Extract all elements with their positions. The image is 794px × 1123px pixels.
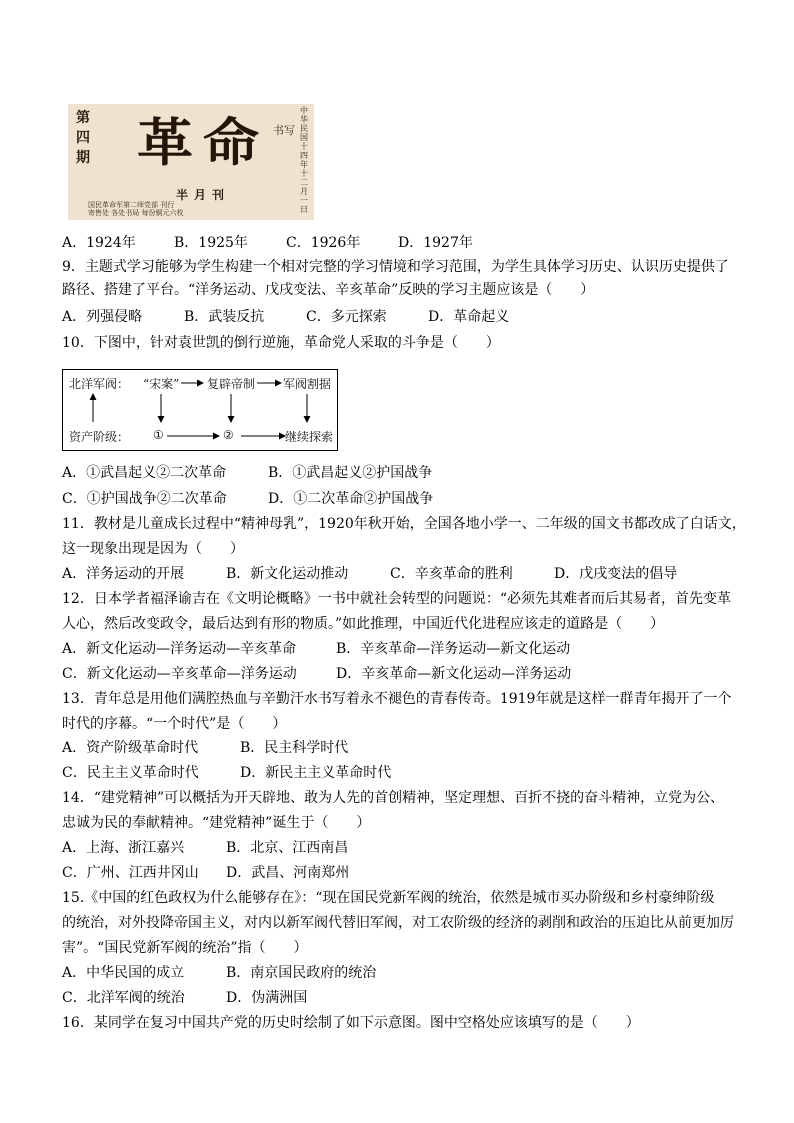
cover-publisher-line: 国民革命军第二师党部 刊行 — [88, 201, 175, 209]
q9-option-b[interactable]: B．武装反抗 — [184, 309, 265, 325]
q15-option-c[interactable]: C．北洋军阀的统治 — [62, 990, 185, 1006]
diagram-continue-explore: 继续探索 — [285, 430, 334, 444]
q10-option-b[interactable]: B．①武昌起义②护国战争 — [268, 465, 433, 481]
q10-flow-diagram — [62, 369, 338, 451]
q11-stem-line: 11．教材是儿童成长过程中“精神母乳”，1920年秋开始，全国各地小学一、二年级的国文书都改成了白话文， — [62, 516, 746, 532]
q10-option-a[interactable]: A．①武昌起义②二次革命 — [62, 465, 227, 481]
q11-stem-line: 这一现象出现是因为（ ） — [62, 541, 244, 557]
q11-option-b[interactable]: B．新文化运动推动 — [226, 566, 349, 582]
q9-option-c[interactable]: C．多元探索 — [306, 309, 387, 325]
q11-option-c[interactable]: C．辛亥革命的胜利 — [390, 566, 513, 582]
q10-option-d[interactable]: D．①二次革命②护国战争 — [268, 491, 434, 507]
q13-option-d[interactable]: D．新民主主义革命时代 — [240, 765, 392, 781]
q15-option-d[interactable]: D．伪满洲国 — [226, 990, 308, 1006]
q14-option-b[interactable]: B．北京、江西南昌 — [226, 840, 349, 856]
cover-title: 革命 — [137, 112, 269, 174]
q13-option-a[interactable]: A．资产阶级革命时代 — [62, 740, 199, 756]
q12-stem-line: 人心，然后改变政令，最后达到有形的物质。”如此推理，中国近代化进程应该走的道路是（ ） — [62, 616, 665, 632]
cover-signature: 书写 — [273, 124, 295, 137]
diagram-blank-1: ① — [153, 428, 164, 442]
q11-option-d[interactable]: D．戊戌变法的倡导 — [554, 566, 678, 582]
magazine-cover-image — [68, 104, 314, 220]
q9-stem-line: 9．主题式学习能够为学生构建一个相对完整的学习情境和学习范围，为学生具体学习历史、认识历史提供了 — [62, 259, 729, 275]
cover-issue-number: 第四期 — [76, 110, 90, 166]
q13-option-c[interactable]: C．民主主义革命时代 — [62, 765, 199, 781]
q12-option-d[interactable]: D．辛亥革命—新文化运动—洋务运动 — [336, 666, 572, 682]
q14-stem-line: 14．“建党精神”可以概括为开天辟地、敢为人先的首创精神，坚定理想、百折不挠的奋斗精神，立党为公、 — [62, 790, 725, 806]
q15-stem-line: 害”。“国民党新军阀的统治”指（ ） — [62, 940, 308, 956]
q9-option-a[interactable]: A．列强侵略 — [62, 309, 143, 325]
cover-publisher — [88, 201, 304, 217]
q13-stem-line: 时代的序幕。“一个时代”是（ ） — [62, 716, 287, 732]
q11-option-a[interactable]: A．洋务运动的开展 — [62, 566, 185, 582]
q15-stem-line: 的统治，对外投降帝国主义，对内以新军阀代替旧军阀，对工农阶级的经济的剥削和政治的压迫比从前更加厉 — [62, 915, 734, 931]
q16-stem: 16．某同学在复习中国共产党的历史时绘制了如下示意图。图中空格处应该填写的是（ ） — [62, 1015, 640, 1031]
q9-stem-line: 路径、搭建了平台。“洋务运动、戊戌变法、辛亥革命”反映的学习主题应该是（ ） — [62, 282, 595, 298]
diagram-row1-label: 北洋军阀： — [69, 377, 130, 391]
q8-option-c[interactable]: C．1926年 — [286, 235, 361, 251]
diagram-warlord-division: 军阀割据 — [283, 377, 332, 391]
q8-option-d[interactable]: D．1927年 — [398, 235, 473, 251]
q10-stem: 10．下图中，针对袁世凯的倒行逆施，革命党人采取的斗争是（ ） — [62, 335, 500, 351]
q15-option-b[interactable]: B．南京国民政府的统治 — [226, 965, 377, 981]
diagram-row2-label: 资产阶级： — [69, 430, 130, 444]
q8-option-b[interactable]: B．1925年 — [174, 235, 248, 251]
q12-option-c[interactable]: C．新文化运动—辛亥革命—洋务运动 — [62, 666, 297, 682]
q15-option-a[interactable]: A．中华民国的成立 — [62, 965, 185, 981]
q8-option-a[interactable]: A．1924年 — [62, 235, 136, 251]
q14-option-a[interactable]: A．上海、浙江嘉兴 — [62, 840, 185, 856]
q15-stem-line: 15.《中国的红色政权为什么能够存在》：“现在国民党新军阀的统治，依然是城市买办阶级和乡村豪绅阶级 — [62, 890, 715, 906]
q12-stem-line: 12．日本学者福泽谕吉在《文明论概略》一书中就社会转型的问题说：“必须先其难者而后其易者，首先变革 — [62, 591, 731, 607]
q9-option-d[interactable]: D．革命起义 — [428, 309, 510, 325]
cover-date: 中华民国十四年十二月一日 — [300, 106, 308, 214]
cover-publisher-line: 寄售处 各处书局 每份铜元六枚 — [88, 209, 184, 217]
q14-stem-line: 忠诚为民的奉献精神。“建党精神”诞生于（ ） — [62, 815, 371, 831]
diagram-restore-monarchy: 复辟帝制 — [207, 377, 256, 391]
q13-option-b[interactable]: B．民主科学时代 — [240, 740, 349, 756]
diagram-song-case: “宋案” — [143, 377, 180, 391]
q12-option-b[interactable]: B．辛亥革命—洋务运动—新文化运动 — [336, 641, 571, 657]
q14-option-c[interactable]: C．广州、江西井冈山 — [62, 865, 199, 881]
diagram-blank-2: ② — [223, 428, 234, 442]
q13-stem-line: 13．青年总是用他们满腔热血与辛勤汗水书写着永不褪色的青春传奇。1919年就是这样一群青年揭开了一个 — [62, 691, 732, 707]
q12-option-a[interactable]: A．新文化运动—洋务运动—辛亥革命 — [62, 641, 297, 657]
q14-option-d[interactable]: D．武昌、河南郑州 — [226, 865, 350, 881]
cover-subtitle: 半月刊 — [175, 188, 230, 202]
q10-option-c[interactable]: C．①护国战争②二次革命 — [62, 491, 227, 507]
